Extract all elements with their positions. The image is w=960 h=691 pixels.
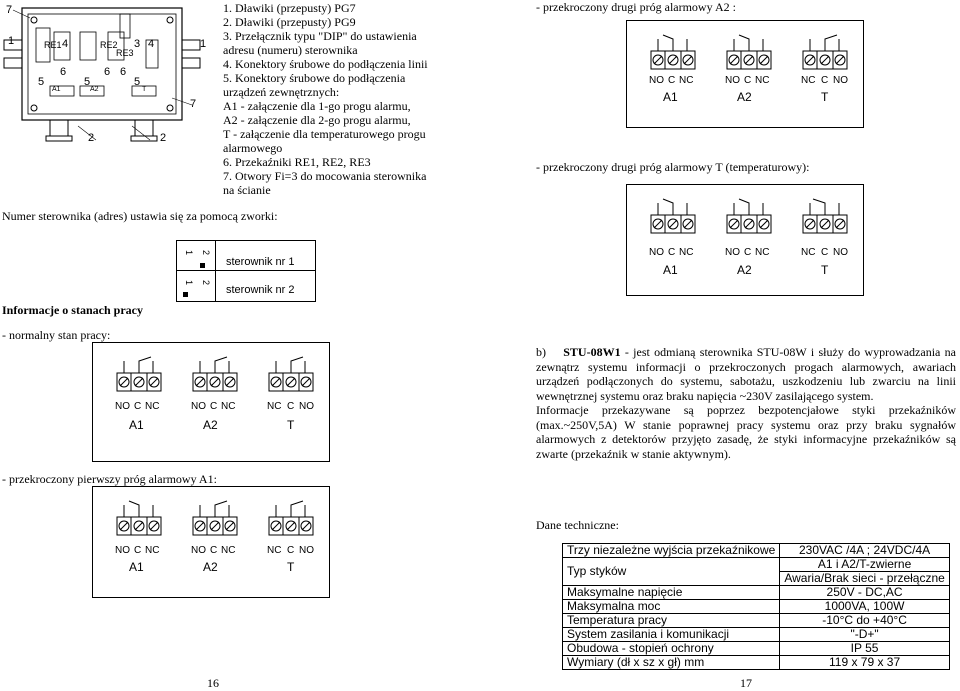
contact-label: NO: [725, 75, 740, 86]
callout-5b: 5: [84, 76, 91, 88]
contact-label: NC: [801, 247, 816, 258]
dip-pin-1: 1: [184, 250, 194, 256]
terminal-label-t: T: [142, 86, 147, 93]
terminal-label-a1: A1: [52, 86, 61, 93]
table-row: [563, 600, 950, 614]
legend-item: T - załączenie dla temperaturowego progu: [223, 127, 426, 141]
contact-label: NC: [221, 545, 236, 556]
table-cell: "-D+": [780, 628, 950, 642]
contact-label: C: [287, 401, 295, 412]
contact-label: C: [134, 545, 142, 556]
contact-label: C: [744, 247, 752, 258]
stu-paragraph-2: Informacje przekazywane są poprzez bezpotencjałowe styki przekaźników (max.~250V,5A) W stanie poprawnej pracy systemu oraz przy braku sygnałów alarmowych z detektorów przyjęto zasadę, że styki informacyjne przekaźników są zwarte (przekaźnik w stanie aktywnym).: [536, 403, 956, 461]
stu-description: [536, 345, 956, 461]
device-drawing: [0, 0, 205, 180]
callout-6b: 6: [104, 66, 111, 78]
callout-1: 1: [8, 35, 15, 47]
table-cell: Wymiary (dł x sz x gł) mm: [563, 656, 780, 670]
relay-label-re1: RE1: [44, 40, 62, 50]
dip-row-label: sterownik nr 1: [226, 256, 295, 268]
relay-name-t: T: [821, 263, 829, 277]
tech-table: [562, 543, 950, 670]
dip-pin-2: 2: [201, 250, 211, 256]
table-cell: Maksymalna moc: [563, 600, 780, 614]
dip-pin-2: 2: [201, 280, 211, 286]
contact-label: NO: [299, 545, 314, 556]
contact-label: C: [287, 545, 295, 556]
state-second-a2-label: - przekroczony drugi próg alarmowy A2 :: [536, 0, 736, 14]
page-number-left: 16: [207, 676, 219, 690]
callout-4: 4: [62, 38, 69, 50]
contact-label: NO: [649, 247, 664, 258]
table-cell: -10°C do +40°C: [780, 614, 950, 628]
relay-contacts: [627, 21, 863, 127]
legend-item: 3. Przełącznik typu "DIP" do ustawienia: [223, 29, 417, 43]
legend-item: 5. Konektory śrubowe do podłączenia: [223, 71, 406, 85]
legend-item: adresu (numeru) sterownika: [223, 43, 358, 57]
table-row: [563, 656, 950, 670]
legend-item: 6. Przekaźniki RE1, RE2, RE3: [223, 155, 371, 169]
contact-label: NC: [679, 247, 694, 258]
tech-heading: Dane techniczne:: [536, 518, 619, 532]
stu-prefix: b): [536, 345, 546, 359]
contact-label: NO: [191, 401, 206, 412]
callout-2b: 2: [160, 132, 167, 144]
contact-label: NC: [145, 545, 160, 556]
legend-item: A1 - załączenie dla 1-go progu alarmu,: [223, 99, 411, 113]
stu-model: STU-08W1: [563, 345, 621, 359]
table-row: [563, 628, 950, 642]
relay-name-a2: A2: [203, 418, 218, 432]
contact-label: NO: [191, 545, 206, 556]
legend-item: 4. Konektory śrubowe do podłączenia linii: [223, 57, 428, 71]
relay-name-a2: A2: [737, 263, 752, 277]
legend-item: 7. Otwory Fi=3 do mocowania sterownika: [223, 169, 427, 183]
legend-list: [223, 1, 448, 197]
legend-item: na ścianie: [223, 183, 271, 197]
table-cell: IP 55: [780, 642, 950, 656]
table-row: [563, 614, 950, 628]
contact-label: NO: [115, 401, 130, 412]
callout-1b: 1: [200, 38, 207, 50]
relay-name-a2: A2: [737, 90, 752, 104]
relay-name-a1: A1: [663, 90, 678, 104]
contact-label: NC: [679, 75, 694, 86]
dip-row-label: sterownik nr 2: [226, 284, 295, 296]
contact-label: C: [668, 247, 676, 258]
dip-pin-1: 1: [184, 280, 194, 286]
relay-name-a1: A1: [129, 560, 144, 574]
relay-label-re2: RE2: [100, 40, 118, 50]
contact-label: NC: [801, 75, 816, 86]
jumper-icon: [200, 263, 205, 268]
contact-label: NC: [755, 247, 770, 258]
callout-6a: 6: [60, 66, 67, 78]
legend-item: 1. Dławiki (przepusty) PG7: [223, 1, 356, 15]
callout-7: 7: [6, 4, 13, 16]
contact-label: C: [821, 75, 829, 86]
contact-label: C: [668, 75, 676, 86]
relay-name-a1: A1: [129, 418, 144, 432]
contact-label: NC: [145, 401, 160, 412]
contact-label: C: [210, 401, 218, 412]
table-cell: 250V - DC,AC: [780, 586, 950, 600]
relay-diagram-normal: [92, 342, 330, 462]
relay-name-t: T: [821, 90, 829, 104]
table-cell: 119 x 79 x 37: [780, 656, 950, 670]
contact-label: C: [744, 75, 752, 86]
table-cell: 1000VA, 100W: [780, 600, 950, 614]
table-cell: Temperatura pracy: [563, 614, 780, 628]
legend-item: 2. Dławiki (przepusty) PG9: [223, 15, 356, 29]
relay-contacts: [93, 487, 329, 597]
table-cell: 230VAC /4A ; 24VDC/4A: [780, 544, 950, 558]
callout-3: 3: [134, 38, 141, 50]
contact-label: NO: [299, 401, 314, 412]
callout-5a: 5: [38, 76, 45, 88]
table-row: [563, 544, 950, 558]
table-cell: System zasilania i komunikacji: [563, 628, 780, 642]
callout-4b: 4: [148, 38, 155, 50]
table-cell: Trzy niezależne wyjścia przekaźnikowe: [563, 544, 780, 558]
relay-label-re3: RE3: [116, 48, 134, 58]
relay-name-a1: A1: [663, 263, 678, 277]
terminal-label-a2: A2: [90, 86, 99, 93]
state-second-t-label: - przekroczony drugi próg alarmowy T (temperaturowy):: [536, 160, 810, 174]
contact-label: NO: [725, 247, 740, 258]
table-cell: Typ styków: [563, 558, 780, 586]
contact-label: C: [134, 401, 142, 412]
contact-label: NO: [649, 75, 664, 86]
relay-contacts: [627, 185, 863, 295]
legend-item: A2 - załączenie dla 2-go progu alarmu,: [223, 113, 411, 127]
table-row: [563, 558, 950, 572]
table-cell: Awaria/Brak sieci - przełączne: [780, 572, 950, 586]
contact-label: NC: [755, 75, 770, 86]
state-normal-label: - normalny stan pracy:: [2, 328, 111, 342]
relay-diagram-first-alarm: [92, 486, 330, 598]
stu-paragraph-1: - jest odmianą sterownika STU-08W i służy do wyprowadzania na zewnątrz systemu informacji o przekroczonych progach alarmowych, awariach urządzeń podłączonych do systemu, sabotażu, uszkodzeniu lub zwarciu na linii wewnętrznej systemu oraz braku napięcia ~230V zasilającego system.: [536, 345, 957, 403]
contact-label: NO: [833, 247, 848, 258]
table-row: [563, 586, 950, 600]
dip-heading: Numer sterownika (adres) ustawia się za pomocą zworki:: [2, 209, 278, 223]
callout-6c: 6: [120, 66, 127, 78]
table-cell: A1 i A2/T-zwierne: [780, 558, 950, 572]
jumper-icon: [183, 292, 188, 297]
relay-name-t: T: [287, 418, 295, 432]
contact-label: NC: [267, 401, 282, 412]
relay-name-a2: A2: [203, 560, 218, 574]
contact-label: NC: [221, 401, 236, 412]
callout-5c: 5: [134, 76, 141, 88]
legend-item: alarmowego: [223, 141, 283, 155]
contact-label: C: [210, 545, 218, 556]
callout-2a: 2: [88, 132, 95, 144]
legend-item: urządzeń zewnętrznych:: [223, 85, 340, 99]
states-heading: Informacje o stanach pracy: [2, 303, 143, 317]
relay-name-t: T: [287, 560, 295, 574]
table-cell: Obudowa - stopień ochrony: [563, 642, 780, 656]
callout-7b: 7: [190, 98, 197, 110]
state-first-alarm-label: - przekroczony pierwszy próg alarmowy A1:: [2, 472, 217, 486]
contact-label: NO: [833, 75, 848, 86]
contact-label: NO: [115, 545, 130, 556]
relay-diagram-second-a2: [626, 20, 864, 128]
table-cell: Maksymalne napięcie: [563, 586, 780, 600]
table-row: [563, 642, 950, 656]
relay-diagram-second-t: [626, 184, 864, 296]
contact-label: NC: [267, 545, 282, 556]
page-number-right: 17: [740, 676, 752, 690]
contact-label: C: [821, 247, 829, 258]
